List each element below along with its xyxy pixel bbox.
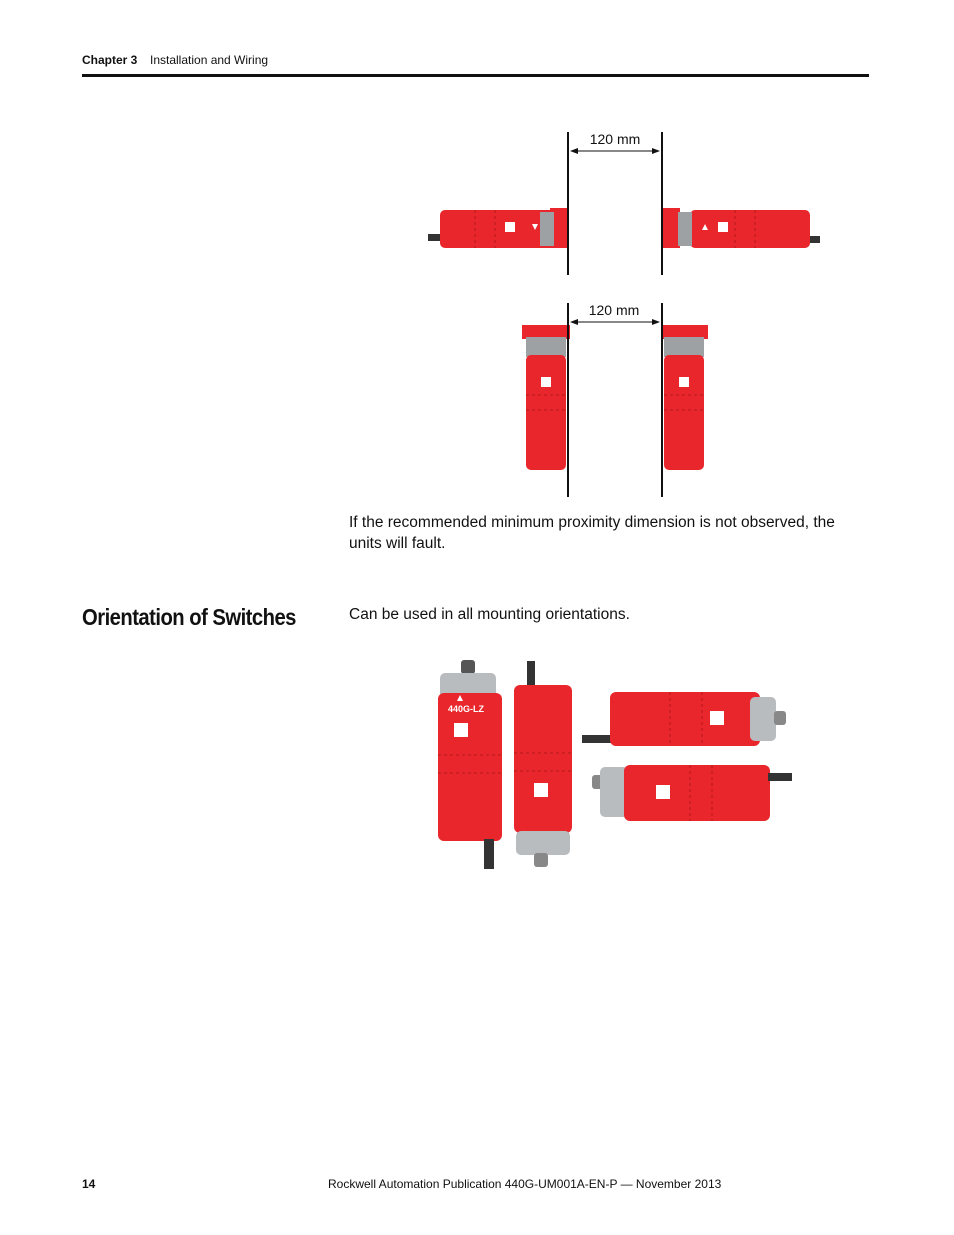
dimension-label: 120 mm: [588, 302, 640, 318]
product-label: 440G-LZ: [448, 704, 485, 714]
page-number: 14: [82, 1177, 96, 1191]
switch-left-vertical: [522, 325, 570, 470]
publication-info: Rockwell Automation Publication 440G-UM001A-EN-P — November 2013: [328, 1177, 722, 1191]
switch-vertical-up: [438, 660, 502, 869]
proximity-figure-vertical: [400, 295, 860, 500]
switch-left: [428, 208, 568, 248]
chapter-label: Chapter 3: [82, 53, 138, 67]
switch-right: [662, 208, 820, 248]
orientation-text: Can be used in all mounting orientations.: [349, 606, 630, 623]
switch-horizontal-left: [592, 765, 792, 821]
header-rule: [82, 74, 869, 77]
chapter-title: Installation and Wiring: [150, 53, 269, 67]
proximity-note: If the recommended minimum proximity dimension is not observed, the units will fault.: [349, 514, 835, 552]
proximity-figure-horizontal: [400, 120, 860, 280]
orientation-figure: [430, 655, 810, 875]
switch-vertical-down: [514, 661, 572, 867]
switch-horizontal-right: [582, 692, 786, 746]
dimension-label: 120 mm: [589, 131, 641, 147]
section-heading: Orientation of Switches: [82, 604, 296, 630]
switch-right-vertical: [662, 325, 708, 470]
